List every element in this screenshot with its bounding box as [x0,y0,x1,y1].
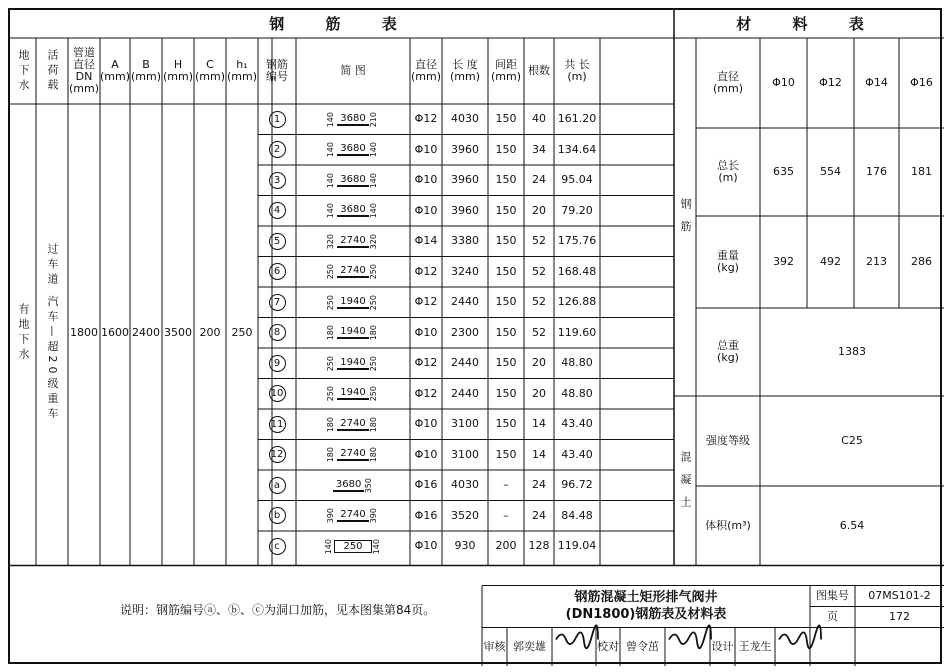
material-diameter: Φ14 [865,75,888,89]
bar-number [258,379,296,410]
page-label: 页 [827,609,838,623]
bar-total: 48.80 [561,356,593,370]
header-h1-text-line: (mm) [226,70,257,83]
bar-len: 3240 [451,264,479,278]
bar-dia: Φ10 [414,417,438,431]
total-weight-label [696,308,760,396]
bar-len: 4030 [451,112,479,126]
header-length-text-line: 长 度 [452,57,478,71]
header-pipe-dn-text-line: (mm) [68,82,99,96]
bar-cnt: 52 [532,295,546,309]
total-length-label-unit: (m) [718,171,738,184]
bar-total: 95.04 [561,173,593,187]
header-B-text-line: (mm) [130,70,161,83]
bar-number-circle: 9 [269,355,286,372]
header-H [162,38,194,104]
sketch-left-dim: 180 [326,447,336,463]
total-weight-label-title: 总重 [717,338,739,352]
steel-label [674,38,696,396]
header-A [100,38,130,104]
header-h1-text-line: h₁ [236,57,248,71]
header-spacing-text-line: (mm) [490,70,521,83]
material-table-title: 材 料 表 [736,14,882,33]
drawing-title [482,586,810,628]
header-total-text [564,59,590,83]
bar-total: 161.20 [557,112,597,126]
bar-dia: Φ10 [414,142,438,156]
material-diameter: Φ12 [819,75,842,89]
concrete-label [674,396,696,566]
bar-cnt: 128 [528,539,550,553]
bar-len: 2440 [451,356,479,370]
sketch-left-dim: 140 [326,111,336,127]
sketch-left-dim: 250 [326,386,336,402]
bar-sp: 150 [495,386,517,400]
bar-sketch [296,135,410,166]
bar-cnt: 40 [532,112,546,126]
bar-number [258,226,296,257]
bar-total: 134.64 [557,142,597,156]
bar-sketch [296,501,410,532]
header-live-load-text: 活荷载 [46,48,60,94]
header-bar-no-text-line: 钢筋 [266,57,288,71]
volume-label-text [705,520,751,532]
drawing-title-text-line: 钢筋混凝土矩形排气阀井 [574,589,718,605]
bar-number-circle: 1 [269,111,286,128]
bar-number [258,287,296,318]
sketch-left-dim: 250 [326,264,336,280]
header-diameter [410,38,442,104]
bar-cnt: 52 [532,325,546,339]
bar-dia: Φ12 [414,386,438,400]
drawing-title-text-line: (DN1800)钢筋表及材料表 [565,606,727,622]
bar-len: 3100 [451,417,479,431]
bar-total: 43.40 [561,417,593,431]
bar-total: 168.48 [557,264,597,278]
bar-sp: 150 [495,356,517,370]
header-H-text [163,59,193,83]
bar-dia: Φ10 [414,447,438,461]
total-weight-label-text [717,340,739,364]
sketch-left-dim: 140 [323,538,333,554]
bar-sp: 150 [495,417,517,431]
bar-number [258,318,296,349]
sketch-mid-dim: 1940 [337,357,368,370]
bar-total: 48.80 [561,386,593,400]
reviewer-name: 郭奕雄 [513,639,546,653]
sketch-right-dim: 320 [368,233,378,249]
bar-len: 2440 [451,386,479,400]
header-length-text [450,59,480,83]
header-spacing-text [491,59,521,83]
bar-number [258,104,296,135]
bar-sketch [296,287,410,318]
bar-number-circle: 10 [269,385,286,402]
sketch-right-dim: 180 [368,416,378,432]
sketch-mid-dim: 1940 [337,326,368,339]
sketch-left-dim: 180 [326,325,336,341]
header-spacing [488,38,524,104]
bar-number-circle: 4 [269,202,286,219]
bar-total: 119.04 [557,539,597,553]
sketch-mid-dim: 3680 [337,174,368,187]
bar-cnt: 52 [532,264,546,278]
header-A-text [100,59,130,83]
header-pipe-dn-text-line: 管道 [72,45,95,59]
sketch-mid-dim: 3680 [337,143,368,156]
bar-sp: 150 [495,234,517,248]
header-bar-no-text [266,59,288,83]
sketch-right-dim: 350 [364,477,374,493]
bar-total: 96.72 [561,478,593,492]
bar-sketch [296,196,410,227]
sketch-left-dim: 250 [326,355,336,371]
header-spacing-text-line: 间距 [494,57,517,71]
bar-number [258,440,296,471]
header-groundwater [10,38,36,104]
volume-label [696,486,760,566]
material-weight: 492 [820,254,841,268]
header-B [130,38,162,104]
bar-len: 3960 [451,173,479,187]
bar-cnt: 14 [532,447,546,461]
bar-sketch [296,409,410,440]
bar-number [258,531,296,562]
sketch-right-dim: 140 [368,203,378,219]
total-length-label-text [717,160,739,184]
total-length-label-title: 总长 [717,158,739,172]
sketch-left-dim: 140 [326,203,336,219]
bar-number-circle: 6 [269,263,286,280]
material-total-length: 635 [773,164,794,178]
bar-len: 3960 [451,142,479,156]
sketch-mid-dim: 2740 [337,509,368,522]
header-diameter-text-line: 直径 [414,57,437,71]
header-H-text-line: (mm) [162,70,193,83]
bar-total: 43.40 [561,447,593,461]
bar-len: 3520 [451,508,479,522]
bar-cnt: 14 [532,417,546,431]
sketch-left-dim: 390 [326,508,336,524]
groundwater-value [10,104,36,562]
bar-sp: – [503,508,509,522]
bar-len: 3380 [451,234,479,248]
header-live-load [36,38,68,104]
bar-total: 119.60 [557,325,597,339]
volume-label-title: 体积(m³) [705,518,751,532]
design-label: 设计 [711,639,734,653]
atlas-number: 07MS101-2 [868,588,931,602]
header-B-text [131,59,161,83]
bar-number [258,470,296,501]
bar-cnt: 52 [532,234,546,248]
sketch-right-dim: 180 [368,325,378,341]
bar-sketch [296,379,410,410]
diameter-label-text [713,71,743,95]
header-count: 根数 [528,63,550,77]
value-h1: 250 [231,325,253,339]
bar-sp: 150 [495,295,517,309]
header-length [442,38,488,104]
header-total-text-line: (m) [567,70,587,83]
sketch-right-dim: 140 [368,172,378,188]
bar-sketch [296,470,410,501]
bar-sp: 150 [495,203,517,217]
bar-sp: 150 [495,112,517,126]
header-h1-text [227,59,257,83]
sketch-right-dim: 390 [368,508,378,524]
total-weight-label-unit: (kg) [717,351,739,364]
atlas-label: 图集号 [816,588,849,602]
header-diameter-text-line: (mm) [410,70,441,83]
header-C-text [195,59,225,83]
bar-sp: 150 [495,264,517,278]
header-B-text-line: B [142,57,150,71]
sketch-mid-dim: 2740 [337,235,368,248]
bar-total: 126.88 [557,295,597,309]
bar-number-circle: 12 [269,446,286,463]
value-dn: 1800 [70,325,98,339]
value-B: 2400 [132,325,160,339]
material-total-length: 181 [911,164,932,178]
sketch-right-dim: 180 [368,447,378,463]
weight-label-unit: (kg) [717,261,739,274]
sketch-left-dim: 140 [326,172,336,188]
bar-cnt: 20 [532,203,546,217]
header-bar-no [258,38,296,104]
bar-dia: Φ16 [414,508,438,522]
bar-sp: 150 [495,142,517,156]
bar-len: 930 [454,539,476,553]
header-sketch: 简 图 [340,63,366,77]
sketch-right-dim: 250 [368,355,378,371]
weight-label-text [717,250,739,274]
bar-number [258,135,296,166]
bar-dia: Φ12 [414,112,438,126]
bar-sketch [296,226,410,257]
bar-dia: Φ10 [414,539,438,553]
designer-signature [775,628,810,667]
header-total-text-line: 共 长 [564,57,590,71]
weight-label-title: 重量 [717,248,739,262]
live-load-value-text: 过车道 汽车—超20级重车 [46,243,60,423]
check-label: 校对 [597,639,619,653]
bar-number [258,196,296,227]
bar-number-circle: 5 [269,233,286,250]
sketch-left-dim: 320 [326,233,336,249]
bar-number-circle: 3 [269,172,286,189]
steel-label-text: 钢 筋 [679,198,693,236]
total-length-label [696,128,760,216]
bar-number-circle: c [269,538,286,555]
diameter-label-unit: (mm) [712,82,743,95]
bar-dia: Φ12 [414,356,438,370]
sketch-mid-dim: 3680 [333,479,364,492]
header-length-text-line: (mm) [449,70,480,83]
sketch-right-dim: 140 [371,538,381,554]
material-weight: 213 [866,254,887,268]
header-diameter-text [411,59,441,83]
bar-number-circle: b [269,507,286,524]
sketch-mid-dim: 250 [334,540,371,553]
checker-signature [665,628,710,667]
bar-dia: Φ14 [414,234,438,248]
bar-len: 3960 [451,203,479,217]
header-A-text-line: A [111,57,119,71]
note-text: 说明：钢筋编号ⓐ、ⓑ、ⓒ为洞口加筋，见本图集第84页。 [120,602,436,617]
sketch-mid-dim: 2740 [337,265,368,278]
sketch-mid-dim: 1940 [337,387,368,400]
strength-value: C25 [841,433,863,447]
header-h1 [226,38,258,104]
bar-sketch [296,440,410,471]
material-diameter: Φ16 [910,75,933,89]
bar-dia: Φ12 [414,264,438,278]
checker-name: 曾令茁 [626,639,659,653]
bar-dia: Φ10 [414,325,438,339]
value-C: 200 [199,325,221,339]
bar-sketch [296,531,410,562]
header-pipe-dn-text [69,47,99,95]
header-C [194,38,226,104]
bar-number-circle: 7 [269,294,286,311]
diameter-label [696,38,760,128]
bar-cnt: 20 [532,386,546,400]
drawing-title-text [566,590,727,624]
header-C-text-line: (mm) [194,70,225,83]
material-weight: 286 [911,254,932,268]
bar-dia: Φ12 [414,295,438,309]
bar-number-circle: 2 [269,141,286,158]
bar-cnt: 24 [532,478,546,492]
value-A: 1600 [101,325,129,339]
diameter-label-title: 直径 [716,69,739,83]
header-groundwater-text: 地下水 [17,48,31,94]
bar-number-circle: 11 [269,416,286,433]
bar-len: 4030 [451,478,479,492]
bar-total: 175.76 [557,234,597,248]
weight-label [696,216,760,308]
sketch-mid-dim: 3680 [337,204,368,217]
material-total-length: 176 [866,164,887,178]
header-pipe-dn-text-line: DN [75,70,93,83]
rebar-table-title: 钢 筋 表 [269,14,415,33]
sketch-mid-dim: 3680 [337,113,368,126]
review-label: 审核 [483,639,506,653]
bar-total: 84.48 [561,508,593,522]
bar-number-circle: a [269,477,286,494]
bar-cnt: 34 [532,142,546,156]
strength-label-text [706,435,750,447]
material-weight: 392 [773,254,794,268]
header-pipe-dn-text-line: 直径 [72,57,95,71]
live-load-value [36,104,68,562]
strength-label [696,396,760,486]
value-H: 3500 [164,325,192,339]
bar-len: 2300 [451,325,479,339]
strength-label-title: 强度等级 [706,433,750,447]
material-diameter: Φ10 [772,75,795,89]
total-weight-value: 1383 [838,344,866,358]
bar-number [258,501,296,532]
header-total [554,38,600,104]
bar-number-circle: 8 [269,324,286,341]
sketch-left-dim: 140 [326,142,336,158]
bar-number [258,257,296,288]
bar-total: 79.20 [561,203,593,217]
drawing-sheet [8,8,942,664]
bar-sp: – [503,478,509,492]
sketch-right-dim: 250 [368,386,378,402]
bar-dia: Φ10 [414,173,438,187]
bar-cnt: 24 [532,508,546,522]
header-bar-no-text-line: 编号 [266,70,288,83]
bar-number [258,409,296,440]
material-total-length: 554 [820,164,841,178]
bar-sketch [296,257,410,288]
header-pipe-dn [68,38,100,104]
groundwater-value-text: 有地下水 [17,302,31,363]
bar-sp: 200 [495,539,517,553]
bar-sketch [296,165,410,196]
bar-dia: Φ16 [414,478,438,492]
sketch-left-dim: 180 [326,416,336,432]
bar-number [258,348,296,379]
volume-value: 6.54 [839,518,865,532]
concrete-label-text: 混 凝 土 [679,450,693,511]
bar-len: 3100 [451,447,479,461]
sketch-right-dim: 210 [368,111,378,127]
bar-len: 2440 [451,295,479,309]
reviewer-signature [552,628,596,667]
sketch-mid-dim: 2740 [337,418,368,431]
bar-number [258,165,296,196]
header-H-text-line: H [173,57,183,71]
page-number: 172 [889,609,910,623]
bar-sketch [296,348,410,379]
bar-cnt: 24 [532,173,546,187]
sketch-left-dim: 250 [326,294,336,310]
bar-dia: Φ10 [414,203,438,217]
bar-sketch [296,318,410,349]
bar-cnt: 20 [532,356,546,370]
bar-sp: 150 [495,447,517,461]
bar-sp: 150 [495,173,517,187]
designer-name: 王龙生 [738,639,772,653]
header-C-text-line: C [206,57,214,71]
sketch-right-dim: 140 [368,142,378,158]
sketch-right-dim: 250 [368,264,378,280]
header-A-text-line: (mm) [100,70,131,83]
bar-sketch [296,104,410,135]
sketch-right-dim: 250 [368,294,378,310]
bar-sp: 150 [495,325,517,339]
sketch-mid-dim: 1940 [337,296,368,309]
sketch-mid-dim: 2740 [337,448,368,461]
